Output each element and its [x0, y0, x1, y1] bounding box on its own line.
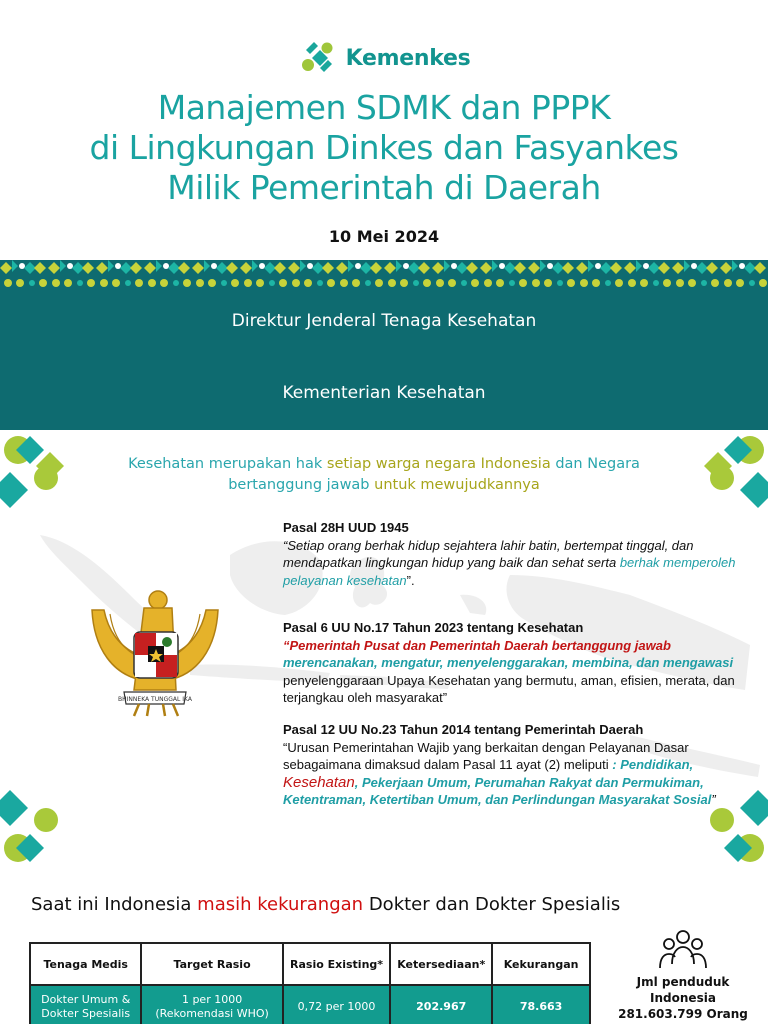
- quote-text: “Urusan Pemerintahan Wajib yang berkaitan dengan Pelayanan Dasar sebagaimana dimaksud dalam Pasal 11 ayat (2) meliputi: [283, 739, 689, 772]
- doctor-ratio-table: [29, 942, 591, 1024]
- intro-text: Kesehatan merupakan hak: [128, 456, 327, 472]
- pasal-6: [283, 619, 753, 707]
- heading-text: Saat ini Indonesia: [31, 894, 198, 915]
- cell-rasio-existing: 0,72 per 1000: [283, 985, 391, 1024]
- quote-highlight-teal: : Pendidikan,: [612, 757, 694, 772]
- pasal-quote: [283, 739, 753, 809]
- population-label: Indonesia: [650, 991, 716, 1005]
- col-header: Target Rasio: [141, 943, 282, 985]
- cell-text: (Rekomendasi WHO): [155, 1007, 269, 1020]
- shortage-heading: [31, 894, 620, 915]
- quote-highlight-red: “Pemerintah Pusat dan Pemerintah Daerah bertanggung jawab: [283, 637, 671, 653]
- cell-text: 1 per 1000: [181, 993, 243, 1006]
- pasal-12: [283, 721, 753, 809]
- col-header: Rasio Existing*: [283, 943, 391, 985]
- people-group-icon: [658, 928, 708, 972]
- cell-text: Dokter Spesialis: [41, 1007, 131, 1020]
- kemenkes-logo: [0, 38, 768, 78]
- pasal-title: Pasal 12 UU No.23 Tahun 2014 tentang Pemerintah Daerah: [283, 722, 644, 737]
- table-header-row: [30, 943, 590, 985]
- population-label: Jml penduduk: [636, 975, 730, 989]
- corner-ornament-icon: [0, 432, 76, 508]
- heading-highlight: masih kekurangan: [197, 894, 364, 915]
- col-header: Tenaga Medis: [30, 943, 141, 985]
- pasal-title: Pasal 6 UU No.17 Tahun 2023 tentang Kesehatan: [283, 620, 584, 635]
- table-row: [30, 985, 590, 1024]
- page-title: [0, 88, 768, 208]
- garuda-emblem-icon: [84, 580, 226, 720]
- quote-text: “Setiap orang berhak hidup sejahtera lahir batin, bertempat tinggal, dan mendapatkan lingkungan hidup yang baik dan sehat serta: [283, 537, 694, 570]
- cell-kekurangan: 78.663: [492, 985, 590, 1024]
- title-line-3: Milik Pemerintah di Daerah: [167, 168, 601, 207]
- intro-statement: [70, 454, 698, 496]
- title-line-2: di Lingkungan Dinkes dan Fasyankes: [89, 128, 679, 167]
- pasal-28h: [283, 519, 753, 589]
- intro-highlight: untuk mewujudkannya: [369, 477, 540, 493]
- pasal-title: Pasal 28H UUD 1945: [283, 520, 409, 535]
- cell-ketersediaan: 202.967: [390, 985, 492, 1024]
- emblem-motto: BHINNEKA TUNGGAL IKA: [118, 696, 192, 703]
- intro-text: bertanggung jawab: [228, 477, 370, 493]
- quote-highlight-teal: merencanakan, mengatur, menyelenggarakan, membina, dan mengawasi: [283, 655, 734, 670]
- intro-highlight: setiap warga negara Indonesia: [326, 456, 551, 472]
- logo-text: Kemenkes: [345, 45, 471, 71]
- band-ministry: Kementerian Kesehatan: [282, 383, 486, 403]
- quote-highlight-red: Kesehatan: [283, 773, 355, 791]
- cell-text: Dokter Umum &: [41, 993, 131, 1006]
- population-value: 281.603.799 Orang: [618, 1007, 748, 1021]
- quote-highlight: berhak memperoleh pelayanan kesehatan: [283, 555, 736, 588]
- quote-highlight-teal: , Pekerjaan Umum, Perumahan Rakyat dan Permukiman, Ketentraman, Ketertiban Umum, dan Perlindungan Masyarakat Sosial: [283, 774, 712, 807]
- quote-end: ”.: [406, 572, 415, 588]
- date: 10 Mei 2024: [328, 227, 440, 246]
- col-header: Kekurangan: [492, 943, 590, 985]
- corner-ornament-icon: [692, 432, 768, 508]
- pasal-quote: [283, 537, 753, 590]
- intro-text: dan Negara: [550, 456, 640, 472]
- kemenkes-logo-icon: [298, 38, 338, 78]
- band-directorate: Direktur Jenderal Tenaga Kesehatan: [231, 311, 537, 331]
- heading-text: Dokter dan Dokter Spesialis: [363, 894, 621, 915]
- cell-tenaga-medis: [30, 985, 141, 1024]
- population-info: [598, 928, 768, 1022]
- title-line-1: Manajemen SDMK dan PPPK: [157, 88, 611, 127]
- cell-target-rasio: [141, 985, 282, 1024]
- batik-pattern-icon: [0, 256, 768, 292]
- pasal-quote: [283, 637, 753, 707]
- quote-end: ”: [711, 792, 716, 807]
- batik-pattern-strip: [0, 256, 768, 292]
- quote-text: penyelenggaraan Upaya Kesehatan yang bermutu, aman, efisien, merata, dan terjangkau oleh masyarakat”: [283, 672, 735, 705]
- col-header: Ketersediaan*: [390, 943, 492, 985]
